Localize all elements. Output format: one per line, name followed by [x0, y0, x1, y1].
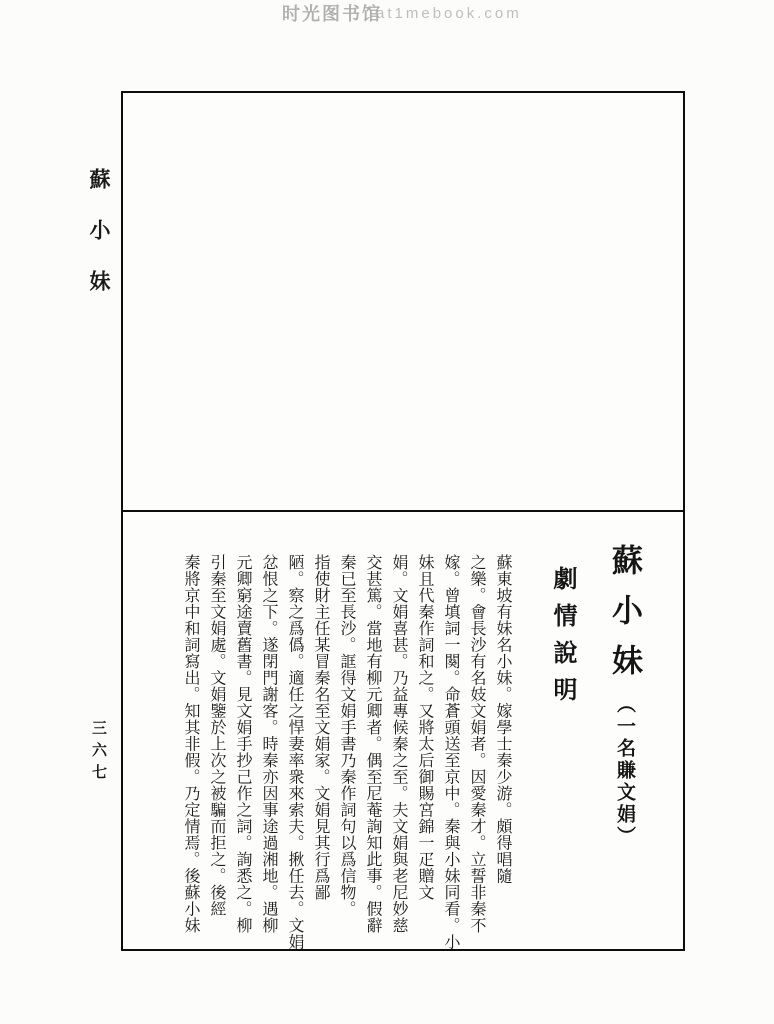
watermark [282, 1, 522, 25]
body-column: 秦將京中和詞寫出。知其非假。乃定情焉。後蘇小妹 [182, 554, 199, 934]
body-column: 秦已至長沙。誆得文娟手書乃秦作詞句以爲信物。 [338, 554, 355, 917]
body-column: 元卿窮途賣舊書。見文娟手抄己作之詞。詢悉之。柳 [234, 554, 251, 934]
text-block [127, 514, 679, 950]
play-title-column [601, 544, 647, 945]
body-column: 妹且代秦作詞和之。又將太后御賜宮錦一疋贈文 [416, 554, 433, 901]
body-column: 娟。文娟喜甚。乃益專候秦之至。夫文娟與老尼妙慈 [390, 554, 407, 934]
margin-book-title: 蘇小妹 [87, 168, 111, 321]
section-heading: 劇情說明 [549, 566, 575, 714]
watermark-site-url: at1mebook.com [376, 4, 522, 22]
body-column: 交甚篤。當地有柳元卿者。偶至尼菴詢知此事。假辭 [364, 554, 381, 934]
page-number: 三六七 [90, 720, 106, 786]
watermark-site-name: 时光图书馆 [282, 4, 382, 24]
body-column: 忿恨之下。遂閉門謝客。時秦亦因事途過湘地。遇柳 [260, 554, 277, 934]
play-title-alternate-name: （一名賺文娟） [614, 694, 635, 848]
body-column: 之樂。會長沙有名妓文娟者。因愛秦才。立誓非秦不 [468, 554, 485, 934]
body-column: 陋。察之爲僞。適任之悍妻率衆來索夫。揪任去。文娟 [286, 554, 303, 950]
body-column: 指使財主任某冒秦名至文娟家。文娟見其行爲鄙 [312, 554, 329, 901]
body-column: 蘇東坡有妹名小妹。嫁學士秦少游。頗得唱隨 [494, 554, 511, 884]
play-title: 蘇小妹 [607, 544, 642, 694]
horizontal-divider-rule [123, 510, 683, 512]
page-border-frame [121, 91, 685, 951]
body-column: 引秦至文娟處。文娟鑒於上次之被騙而拒之。後經 [208, 554, 225, 917]
body-column: 嫁。曾填詞一闋。命蒼頭送至京中。秦與小妹同看。小 [442, 554, 459, 950]
